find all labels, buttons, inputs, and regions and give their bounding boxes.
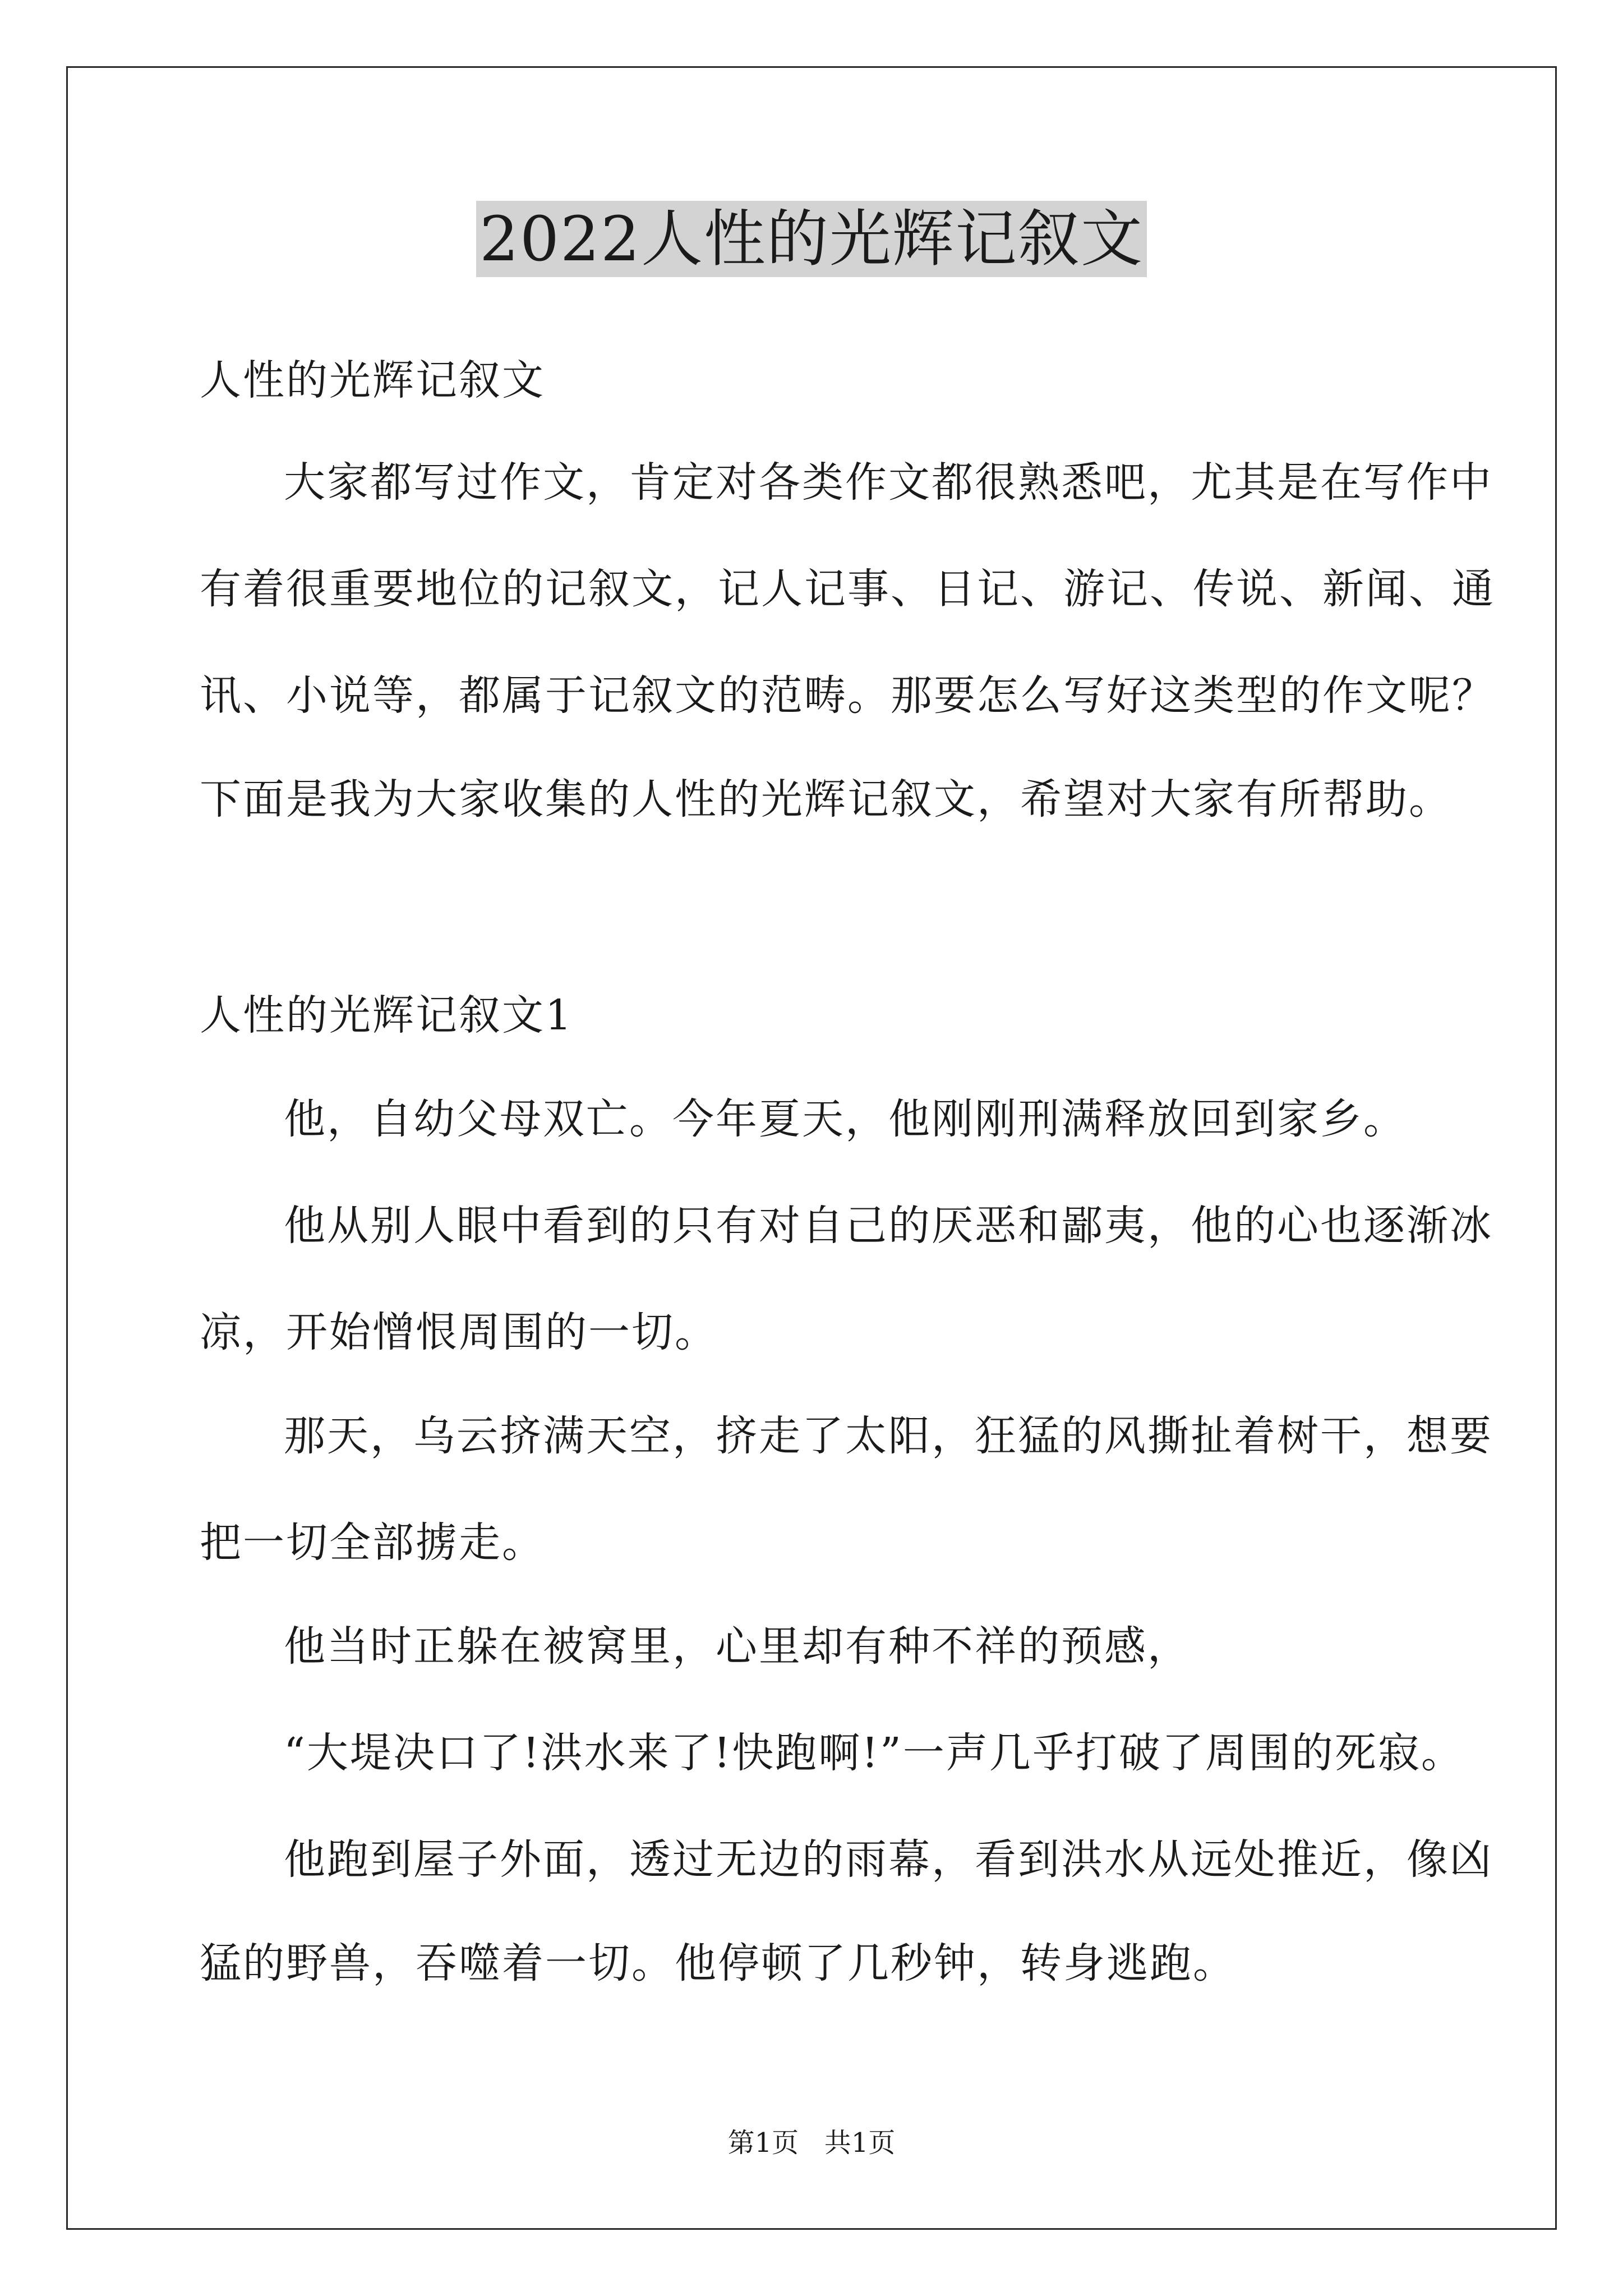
paragraph-line: 有着很重要地位的记叙文，记人记事、日记、游记、传说、新闻、通 <box>200 565 1495 613</box>
section-heading: 人性的光辉记叙文 <box>200 356 545 404</box>
paragraph-line: 把一切全部掳走。 <box>200 1519 545 1567</box>
paragraph-line: 凉，开始憎恨周围的一切。 <box>200 1308 718 1356</box>
paragraph-line: 下面是我为大家收集的人性的光辉记叙文，希望对大家有所帮助。 <box>200 775 1452 823</box>
paragraph-line: “大堤决口了!洪水来了!快跑啊!”一声几乎打破了周围的死寂。 <box>284 1729 1464 1777</box>
title-container <box>0 201 1623 277</box>
paragraph-line: 猛的野兽，吞噬着一切。他停顿了几秒钟，转身逃跑。 <box>200 1939 1236 1987</box>
paragraph-line: 他当时正躲在被窝里，心里却有种不祥的预感， <box>284 1622 1191 1671</box>
document-title: 2022人性的光辉记叙文 <box>476 201 1147 277</box>
section-heading: 人性的光辉记叙文1 <box>200 991 574 1039</box>
paragraph-line: 他跑到屋子外面，透过无边的雨幕，看到洪水从远处推近，像凶 <box>284 1835 1493 1884</box>
paragraph-line: 他，自幼父母双亡。今年夏天，他刚刚刑满释放回到家乡。 <box>284 1095 1407 1143</box>
paragraph-line: 讯、小说等，都属于记叙文的范畴。那要怎么写好这类型的作文呢？ <box>200 671 1495 720</box>
paragraph-line: 那天，乌云挤满天空，挤走了太阳，狂猛的风撕扯着树干，想要 <box>284 1412 1493 1460</box>
page-footer: 第1页 共1页 <box>727 2127 896 2159</box>
paragraph-line: 大家都写过作文，肯定对各类作文都很熟悉吧，尤其是在写作中 <box>284 458 1493 507</box>
paragraph-line: 他从别人眼中看到的只有对自己的厌恶和鄙夷，他的心也逐渐冰 <box>284 1202 1493 1250</box>
